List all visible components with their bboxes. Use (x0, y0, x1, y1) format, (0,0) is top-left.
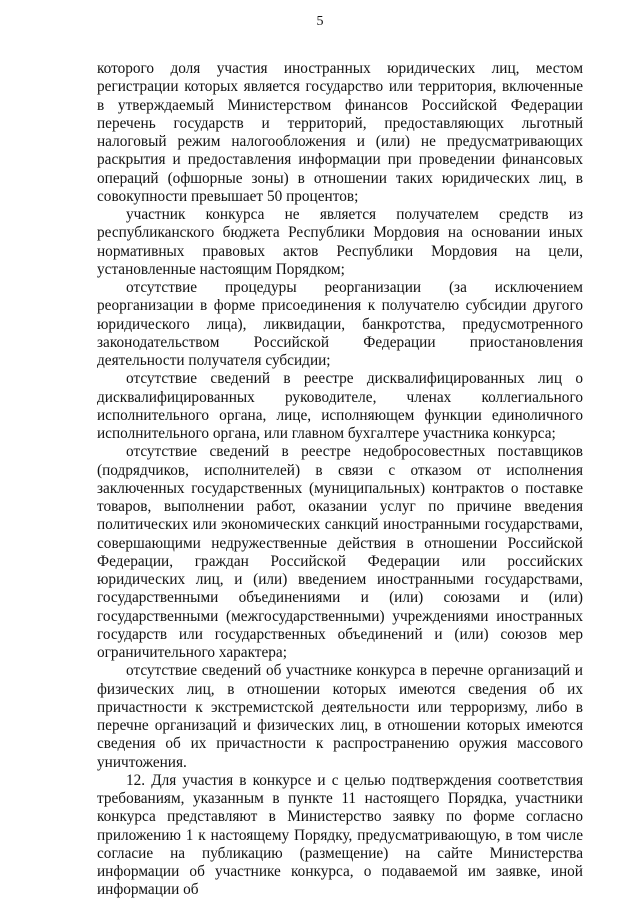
paragraph-unscrupulous-suppliers: отсутствие сведений в реестре недобросовестных поставщиков (подрядчиков, исполнителей) в связи с отказом от исполнения заключенных государственных (муниципальных) контрактов о поставке товаров, выполнении работ, оказании услуг по причине введения политических или экономических санкций иностранными государствами, совершающими недружественные действия в отношении Российской Федерации, граждан Российской Федерации или российских юридических лиц, и (или) введением иностранными государствами, государственными объединениями и (или) союзами и (или) государственными (межгосударственными) учреждениями иностранных государств или государственных объединений и (или) союзов мер ограничительного характера; (97, 443, 583, 661)
paragraph-no-reorganization: отсутствие процедуры реорганизации (за исключением реорганизации в форме присоединения к получателю субсидии другого юридического лица), ликвидации, банкротства, предусмотренного законодательством Российской Федерации приостановления деятельности получателя субсидии; (97, 279, 583, 369)
page-number: 5 (316, 14, 324, 29)
document-body (97, 60, 583, 900)
paragraph-extremism-list: отсутствие сведений об участнике конкурса в перечне организаций и физических лиц, в отношении которых имеются сведения об их причастности к экстремистской деятельности или терроризму, либо в перечне организаций и физических лиц, в отношении которых имеются сведения об их причастности к распространению оружия массового уничтожения. (97, 662, 583, 771)
paragraph-offshore-share: которого доля участия иностранных юридических лиц, местом регистрации которых является государство или территория, включенные в утверждаемый Министерством финансов Российской Федерации перечень государств и территорий, предоставляющих льготный налоговый режим налогообложения и (или) не предусматривающих раскрытия и предоставления информации при проведении финансовых операций (офшорные зоны) в отношении таких юридических лиц, в совокупности превышает 50 процентов; (97, 60, 583, 205)
paragraph-not-budget-recipient: участник конкурса не является получателем средств из республиканского бюджета Республики Мордовия на основании иных нормативных правовых актов Республики Мордовия на цели, установленные настоящим Порядком; (97, 206, 583, 278)
paragraph-12-application: 12. Для участия в конкурсе и с целью подтверждения соответствия требованиям, указанным в пункте 11 настоящего Порядка, участники конкурса представляют в Министерство заявку по форме согласно приложению 1 к настоящему Порядку, предусматривающую, в том числе согласие на публикацию (размещение) на сайте Министерства информации об участнике конкурса, о подаваемой им заявке, иной информации об (97, 771, 583, 899)
paragraph-disqualified-persons: отсутствие сведений в реестре дисквалифицированных лиц о дисквалифицированных руководителе, членах коллегиального исполнительного органа, лице, исполняющем функции единоличного исполнительного органа, или главном бухгалтере участника конкурса; (97, 370, 583, 442)
